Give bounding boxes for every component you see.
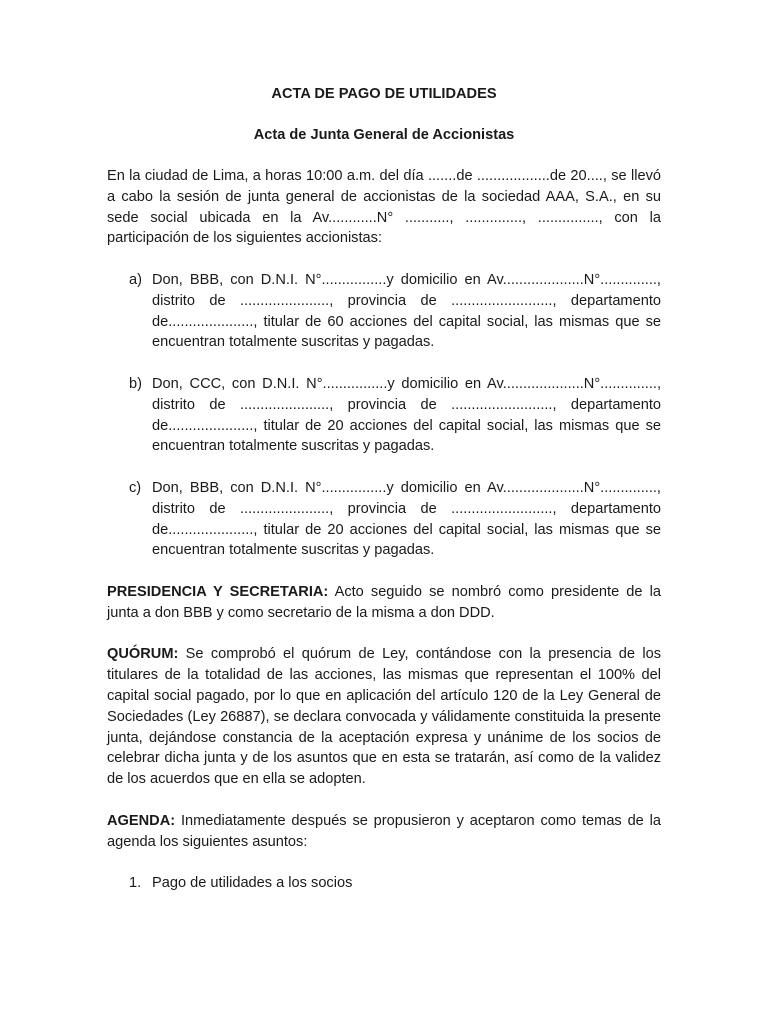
quorum-heading: QUÓRUM:: [107, 646, 179, 663]
agenda-text: Inmediatamente después se propusieron y aceptaron como temas de la agenda los siguientes asuntos:: [107, 812, 661, 850]
agenda-paragraph: [107, 811, 661, 853]
agenda-item-1: [107, 873, 661, 894]
shareholder-text: Don, BBB, con D.N.I. N°................y domicilio en Av....................N°.............., distrito de ......................, provincia de ........................., departamento de....................., titular de 20 acciones del capital social, las mismas que se encuentran totalmente suscritas y pagadas.: [152, 480, 661, 559]
quorum-paragraph: [107, 644, 661, 790]
shareholder-item-a: [107, 270, 661, 353]
quorum-text: Se comprobó el quórum de Ley, contándose con la presencia de los titulares de la totalidad de las acciones, las mismas que representan el 100% del capital social pagado, por lo que en aplicación del artículo 120 de la Ley General de Sociedades (Ley 26887), se declara convocada y válidamente constituida la presente junta, dejándose constancia de la aceptación expresa y unánime de los socios de celebrar dicha junta y de los asuntos que en esta se tratarán, así como de la validez de los acuerdos que en ella se adopten.: [107, 646, 661, 788]
shareholder-text: Don, BBB, con D.N.I. N°................y domicilio en Av....................N°.............., distrito de ......................, provincia de ........................., departamento de....................., titular de 60 acciones del capital social, las mismas que se encuentran totalmente suscritas y pagadas.: [152, 272, 661, 351]
list-marker: 1.: [129, 875, 142, 892]
list-marker: c): [129, 480, 142, 497]
document-body: [107, 84, 661, 915]
document-title: ACTA DE PAGO DE UTILIDADES: [271, 86, 497, 102]
presidency-text: Acto seguido se nombró como presidente de la junta a don BBB y como secretario de la misma a don DDD.: [107, 584, 661, 621]
list-marker: b): [129, 376, 142, 393]
list-marker: a): [129, 272, 142, 289]
agenda-item-text: Pago de utilidades a los socios: [152, 875, 353, 892]
shareholder-item-c: [107, 478, 661, 561]
intro-paragraph: En la ciudad de Lima, a horas 10:00 a.m. del día .......de ..................de 20...., se llevó a cabo la sesión de junta general de accionistas de la sociedad AAA, S.A., en su sede social ubicada en la Av............N° ..........., .............., ..............., con la participación de los siguientes accionistas:: [107, 168, 661, 247]
presidency-paragraph: [107, 582, 661, 624]
document-subtitle: Acta de Junta General de Accionistas: [253, 126, 515, 143]
shareholder-item-b: [107, 374, 661, 457]
agenda-heading: AGENDA:: [107, 812, 176, 829]
shareholder-text: Don, CCC, con D.N.I. N°................y domicilio en Av....................N°.............., distrito de ......................, provincia de ........................., departamento de....................., titular de 20 acciones del capital social, las mismas que se encuentran totalmente suscritas y pagadas.: [152, 376, 661, 455]
presidency-heading: PRESIDENCIA Y SECRETARIA:: [107, 584, 329, 601]
